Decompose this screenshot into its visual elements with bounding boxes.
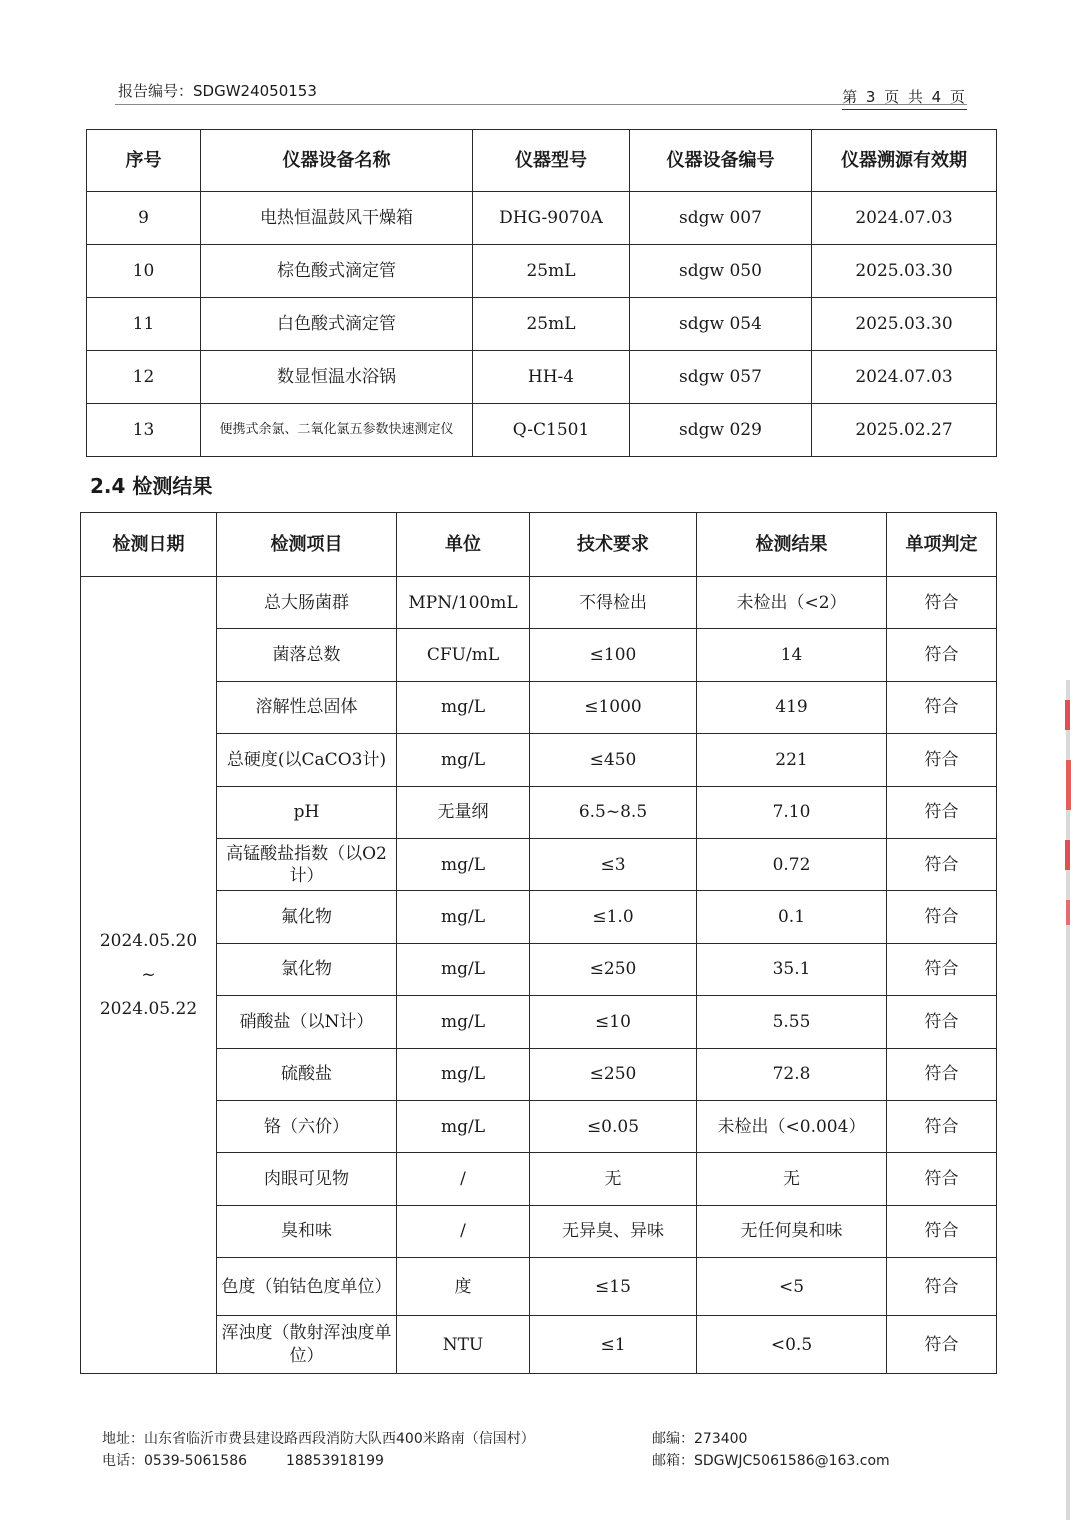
footer-mobile: 18853918199 — [285, 1453, 384, 1469]
cell-requirement: 不得检出 — [530, 577, 697, 629]
date-start: 2024.05.20 — [99, 931, 198, 952]
results-table — [80, 512, 997, 1374]
seal-stamp-edge — [1064, 700, 1072, 930]
table-row — [81, 1316, 997, 1374]
cell-validity: 2024.07.03 — [812, 192, 997, 245]
cell-name: 数显恒温水浴锅 — [201, 351, 473, 404]
cell-result: 无 — [697, 1153, 887, 1205]
cell-item: 菌落总数 — [217, 629, 397, 681]
table-row — [81, 996, 997, 1048]
table-row — [87, 245, 997, 298]
cell-seq: 12 — [87, 351, 201, 404]
equipment-table — [86, 129, 997, 457]
cell-id: sdgw 054 — [630, 298, 812, 351]
footer-left — [102, 1428, 535, 1472]
cell-validity: 2025.03.30 — [812, 298, 997, 351]
cell-requirement: ≤15 — [530, 1258, 697, 1316]
col-header-date: 检测日期 — [81, 513, 217, 577]
table-row — [81, 681, 997, 733]
cell-unit: mg/L — [397, 996, 530, 1048]
cell-seq: 10 — [87, 245, 201, 298]
cell-item: pH — [217, 786, 397, 838]
cell-judgement: 符合 — [887, 629, 997, 681]
cell-model: 25mL — [473, 298, 630, 351]
cell-item: 铬（六价） — [217, 1100, 397, 1152]
cell-seq: 9 — [87, 192, 201, 245]
table-row — [81, 577, 997, 629]
cell-model: HH-4 — [473, 351, 630, 404]
cell-judgement: 符合 — [887, 1205, 997, 1257]
col-header-unit: 单位 — [397, 513, 530, 577]
table-row — [81, 1205, 997, 1257]
test-date-range — [81, 577, 217, 1374]
cell-requirement: ≤1.0 — [530, 891, 697, 943]
cell-unit: 无量纲 — [397, 786, 530, 838]
section-title: 2.4 检测结果 — [90, 474, 213, 498]
cell-result: <5 — [697, 1258, 887, 1316]
cell-unit: mg/L — [397, 1100, 530, 1152]
cell-item: 臭和味 — [217, 1205, 397, 1257]
cell-result: 未检出（<0.004） — [697, 1100, 887, 1152]
footer-email: 邮箱：SDGWJC5061586@163.com — [652, 1453, 890, 1469]
col-header-id: 仪器设备编号 — [630, 130, 812, 192]
cell-judgement: 符合 — [887, 1316, 997, 1374]
cell-name: 便携式余氯、二氧化氯五参数快速测定仪 — [201, 404, 473, 457]
cell-requirement: ≤0.05 — [530, 1100, 697, 1152]
table-row — [87, 298, 997, 351]
header-divider — [115, 104, 967, 105]
cell-unit: NTU — [397, 1316, 530, 1374]
col-header-judgement: 单项判定 — [887, 513, 997, 577]
table-row — [81, 786, 997, 838]
cell-result: 0.72 — [697, 838, 887, 890]
cell-model: DHG-9070A — [473, 192, 630, 245]
report-number: 报告编号：SDGW24050153 — [118, 82, 317, 100]
cell-unit: / — [397, 1153, 530, 1205]
cell-result: 5.55 — [697, 996, 887, 1048]
cell-judgement: 符合 — [887, 1048, 997, 1100]
cell-judgement: 符合 — [887, 1258, 997, 1316]
cell-requirement: 无异臭、异味 — [530, 1205, 697, 1257]
cell-item: 溶解性总固体 — [217, 681, 397, 733]
cell-id: sdgw 057 — [630, 351, 812, 404]
cell-result: 7.10 — [697, 786, 887, 838]
table-row — [81, 1100, 997, 1152]
cell-id: sdgw 029 — [630, 404, 812, 457]
cell-result: 14 — [697, 629, 887, 681]
cell-unit: mg/L — [397, 734, 530, 786]
cell-item: 肉眼可见物 — [217, 1153, 397, 1205]
equipment-header-row — [87, 130, 997, 192]
cell-id: sdgw 050 — [630, 245, 812, 298]
cell-unit: MPN/100mL — [397, 577, 530, 629]
footer-phone: 电话：0539-5061586 — [102, 1453, 248, 1469]
table-row — [81, 1258, 997, 1316]
col-header-item: 检测项目 — [217, 513, 397, 577]
cell-requirement: ≤1 — [530, 1316, 697, 1374]
cell-judgement: 符合 — [887, 734, 997, 786]
cell-item: 硝酸盐（以N计） — [217, 996, 397, 1048]
footer-postcode: 邮编：273400 — [652, 1431, 748, 1447]
cell-seq: 11 — [87, 298, 201, 351]
cell-unit: CFU/mL — [397, 629, 530, 681]
cell-judgement: 符合 — [887, 786, 997, 838]
cell-judgement: 符合 — [887, 996, 997, 1048]
table-row — [87, 351, 997, 404]
cell-model: Q-C1501 — [473, 404, 630, 457]
cell-requirement: ≤450 — [530, 734, 697, 786]
cell-result: 419 — [697, 681, 887, 733]
table-row — [81, 1153, 997, 1205]
cell-validity: 2025.02.27 — [812, 404, 997, 457]
cell-result: 72.8 — [697, 1048, 887, 1100]
col-header-requirement: 技术要求 — [530, 513, 697, 577]
col-header-result: 检测结果 — [697, 513, 887, 577]
table-row — [81, 629, 997, 681]
cell-requirement: ≤100 — [530, 629, 697, 681]
page-indicator: 第 3 页 共 4 页 — [842, 86, 967, 110]
cell-judgement: 符合 — [887, 891, 997, 943]
table-row — [87, 404, 997, 457]
footer-phones — [102, 1450, 535, 1472]
cell-judgement: 符合 — [887, 681, 997, 733]
cell-requirement: 无 — [530, 1153, 697, 1205]
cell-result: 221 — [697, 734, 887, 786]
cell-judgement: 符合 — [887, 1153, 997, 1205]
cell-seq: 13 — [87, 404, 201, 457]
results-header-row — [81, 513, 997, 577]
cell-unit: mg/L — [397, 681, 530, 733]
cell-item: 总大肠菌群 — [217, 577, 397, 629]
cell-item: 浑浊度（散射浑浊度单位） — [217, 1316, 397, 1374]
cell-item: 硫酸盐 — [217, 1048, 397, 1100]
col-header-seq: 序号 — [87, 130, 201, 192]
cell-unit: mg/L — [397, 838, 530, 890]
cell-unit: 度 — [397, 1258, 530, 1316]
cell-result: 未检出（<2） — [697, 577, 887, 629]
table-row — [81, 891, 997, 943]
cell-item: 总硬度(以CaCO3计) — [217, 734, 397, 786]
col-header-model: 仪器型号 — [473, 130, 630, 192]
cell-validity: 2024.07.03 — [812, 351, 997, 404]
cell-result: 35.1 — [697, 943, 887, 995]
table-row — [81, 838, 997, 890]
cell-name: 棕色酸式滴定管 — [201, 245, 473, 298]
col-header-name: 仪器设备名称 — [201, 130, 473, 192]
cell-result: 无任何臭和味 — [697, 1205, 887, 1257]
cell-judgement: 符合 — [887, 1100, 997, 1152]
cell-judgement: 符合 — [887, 943, 997, 995]
cell-judgement: 符合 — [887, 577, 997, 629]
cell-unit: mg/L — [397, 891, 530, 943]
cell-item: 色度（铂钴色度单位） — [217, 1258, 397, 1316]
cell-requirement: ≤250 — [530, 943, 697, 995]
cell-requirement: ≤3 — [530, 838, 697, 890]
cell-item: 氯化物 — [217, 943, 397, 995]
cell-unit: / — [397, 1205, 530, 1257]
cell-requirement: ≤10 — [530, 996, 697, 1048]
table-row — [81, 1048, 997, 1100]
cell-item: 高锰酸盐指数（以O2计） — [217, 838, 397, 890]
cell-validity: 2025.03.30 — [812, 245, 997, 298]
cell-unit: mg/L — [397, 1048, 530, 1100]
cell-unit: mg/L — [397, 943, 530, 995]
cell-requirement: 6.5~8.5 — [530, 786, 697, 838]
cell-requirement: ≤1000 — [530, 681, 697, 733]
cell-judgement: 符合 — [887, 838, 997, 890]
cell-name: 电热恒温鼓风干燥箱 — [201, 192, 473, 245]
footer-right — [652, 1428, 890, 1472]
cell-result: 0.1 — [697, 891, 887, 943]
cell-name: 白色酸式滴定管 — [201, 298, 473, 351]
date-end: 2024.05.22 — [99, 999, 198, 1020]
cell-id: sdgw 007 — [630, 192, 812, 245]
cell-model: 25mL — [473, 245, 630, 298]
cell-result: <0.5 — [697, 1316, 887, 1374]
cell-requirement: ≤250 — [530, 1048, 697, 1100]
table-row — [81, 943, 997, 995]
footer-address: 地址：山东省临沂市费县建设路西段消防大队西400米路南（信国村） — [102, 1431, 535, 1447]
cell-item: 氟化物 — [217, 891, 397, 943]
table-row — [81, 734, 997, 786]
date-separator: ~ — [141, 965, 156, 986]
col-header-validity: 仪器溯源有效期 — [812, 130, 997, 192]
table-row — [87, 192, 997, 245]
